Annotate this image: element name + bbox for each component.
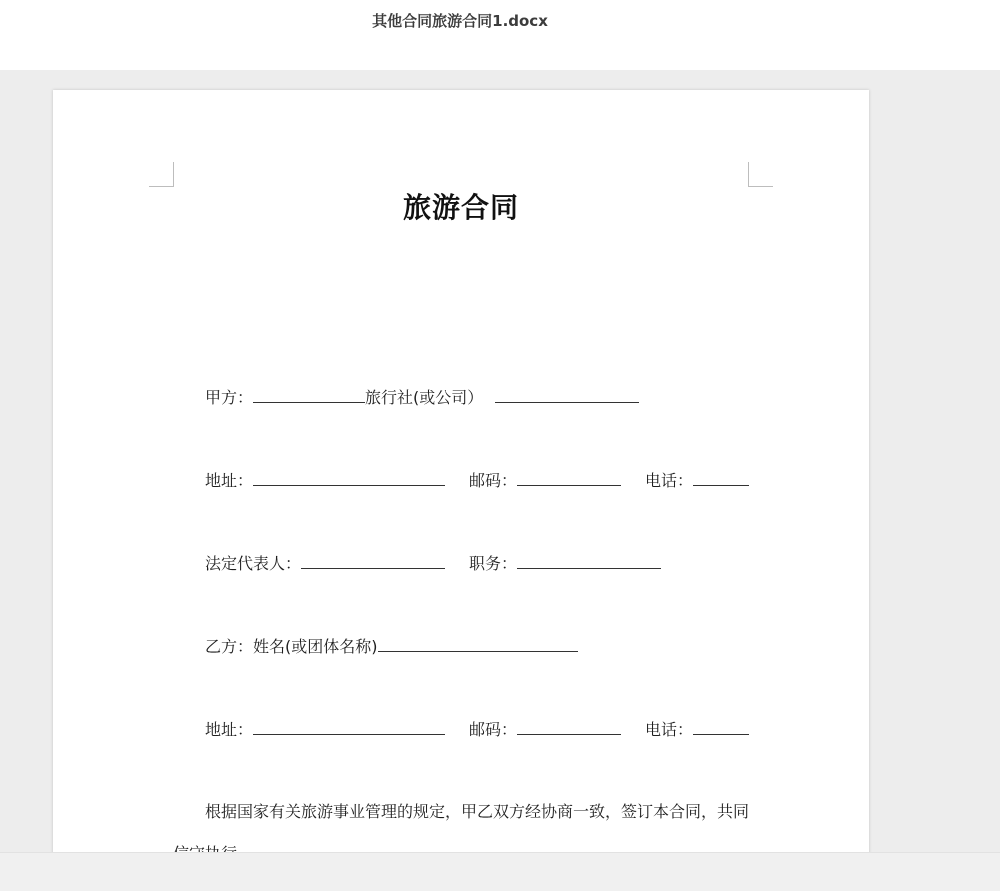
party-a-phone-blank [693,469,749,486]
party-a-position-label: 职务： [469,554,518,573]
margin-corner-top-left [149,162,174,187]
bottom-status-bar [0,852,1000,891]
margin-corner-top-right [748,162,773,187]
party-a-address-line [205,469,749,491]
party-b-address-blank [253,718,445,735]
party-b-line [205,635,578,657]
party-a-postcode-label: 邮码： [469,471,518,490]
party-a-label: 甲方： [205,388,254,407]
intro-paragraph: 根据国家有关旅游事业管理的规定，甲乙双方经协商一致，签订本合同，共同 [205,802,750,821]
party-b-label: 乙方：姓名(或团体名称) [205,637,378,656]
party-a-line [205,386,639,408]
party-a-rep-label: 法定代表人： [205,554,302,573]
party-b-postcode-blank [517,718,621,735]
party-a-address-label: 地址： [205,471,254,490]
document-file-name: 其他合同旅游合同1.docx [372,12,548,30]
document-viewer[interactable] [0,70,1000,852]
party-b-postcode-label: 邮码： [469,720,518,739]
document-heading: 旅游合同 [402,191,519,224]
party-a-representative-line [205,552,661,574]
party-b-address-line [205,718,749,740]
party-a-phone-label: 电话： [645,471,694,490]
party-b-address-label: 地址： [205,720,254,739]
party-a-name-blank [253,386,365,403]
party-a-agency-blank [495,386,639,403]
party-a-address-blank [253,469,445,486]
party-a-rep-blank [301,552,445,569]
title-bar [0,0,1000,70]
party-a-position-blank [517,552,661,569]
party-b-name-blank [378,635,578,652]
party-b-phone-label: 电话： [645,720,694,739]
party-a-postcode-blank [517,469,621,486]
party-b-phone-blank [693,718,749,735]
document-page [53,90,869,890]
party-a-agency-label: 旅行社(或公司） [365,388,484,407]
